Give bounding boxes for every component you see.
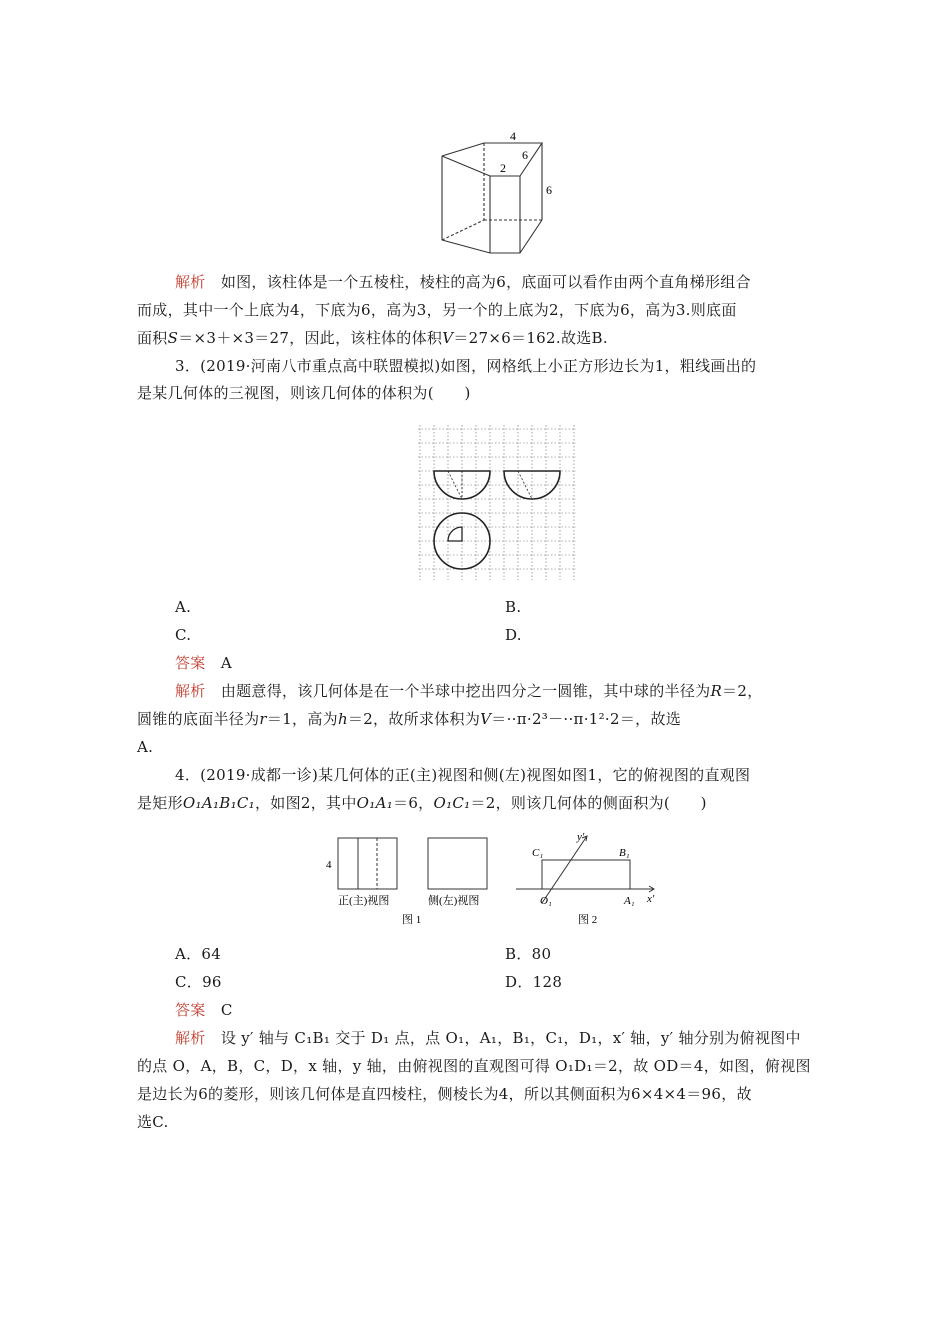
prism-label-6-side: 6 [546,183,552,197]
q4-stem-line1: 4．(2019·成都一诊)某几何体的正(主)视图和侧(左)视图如图1，它的俯视图的直观图 [175,766,751,784]
label-y-axis: y′ [577,831,585,843]
q2-analysis-line3: 面积S＝×3＋×3＝27，因此，该柱体的体积V＝27×6＝162.故选B. [137,329,608,347]
three-view-grid-figure [418,425,576,580]
label-x-axis: x′ [647,893,655,905]
q4-analysis-line3: 是边长为6的菱形，则该几何体是直四棱柱，侧棱长为4，所以其侧面积为6×4×4＝96，故 [137,1085,752,1103]
q4-analysis-line4: 选C. [137,1113,169,1131]
label-c1: C₁ [532,847,544,859]
q3-option-a: A. [175,598,192,616]
side-view-caption: 侧(左)视图 [428,895,480,907]
label-b1: B₁ [619,847,630,859]
front-view-caption: 正(主)视图 [338,895,390,907]
prism-label-2: 2 [500,161,506,175]
q4-option-b: B．80 [505,945,552,963]
q4-analysis-line1: 解析 设 y′ 轴与 C₁B₁ 交于 D₁ 点，点 O₁，A₁，B₁，C₁，D₁，x′ 轴，y′ 轴分别为俯视图中 [175,1029,801,1047]
q3-answer: 答案 A [175,654,232,672]
label-a1: A₁ [624,895,635,907]
q3-option-c: C. [175,626,192,644]
q2-analysis-line2: 而成，其中一个上底为4，下底为6，高为3，另一个的上底为2，下底为6，高为3.则底面 [137,301,737,319]
q3-stem-line2: 是某几何体的三视图，则该几何体的体积为( ) [137,384,471,402]
prism-label-4: 4 [510,129,516,143]
fig1-caption: 图 1 [402,914,422,926]
q3-option-b: B. [505,598,522,616]
q4-option-d: D．128 [505,973,563,991]
q4-option-a: A．64 [175,945,222,963]
q2-analysis-label: 解析 [175,273,206,291]
q3-stem-line1: 3．(2019·河南八市重点高中联盟模拟)如图，网格纸上小正方形边长为1，粗线画出的 [175,357,757,375]
q3-analysis-line3: A. [137,738,154,756]
q3-analysis-line2: 圆锥的底面半径为r＝1，高为h＝2，故所求体积为V＝··π·2³－··π·1²·2＝，故选 [137,710,682,728]
q4-answer: 答案 C [175,1001,233,1019]
fig2-caption: 图 2 [578,914,598,926]
prism-figure [430,128,570,258]
q3-option-d: D. [505,626,522,644]
q2-analysis-line1: 解析 如图，该柱体是一个五棱柱，棱柱的高为6，底面可以看作由两个直角梯形组合 [175,273,751,291]
front-height-label: 4 [326,859,332,871]
q4-analysis-line2: 的点 O，A，B，C，D，x 轴，y 轴，由俯视图的直观图可得 O₁D₁＝2，故 OD＝4，如图，俯视图 [137,1057,811,1075]
prism-label-6-top: 6 [522,148,528,162]
label-o1: O₁ [540,895,552,907]
q4-figure [320,828,665,930]
q4-stem-line2: 是矩形O₁A₁B₁C₁，如图2，其中O₁A₁＝6，O₁C₁＝2，则该几何体的侧面积为( ) [137,794,707,812]
q4-option-c: C．96 [175,973,222,991]
q3-analysis-line1: 解析 由题意得，该几何体是在一个半球中挖出四分之一圆锥，其中球的半径为R＝2， [175,682,763,700]
